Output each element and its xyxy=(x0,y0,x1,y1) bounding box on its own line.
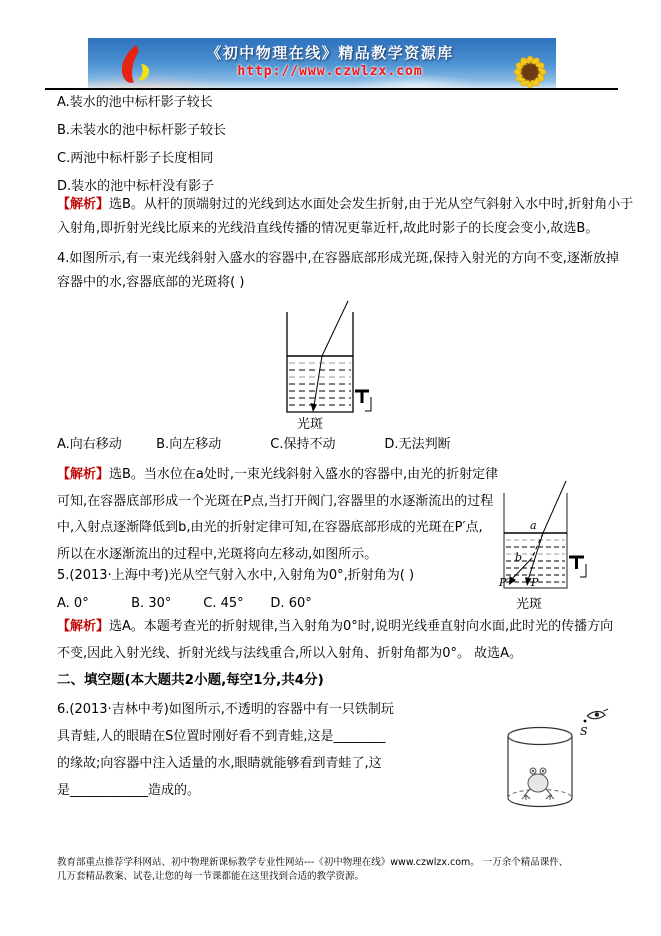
point-p-label: P xyxy=(531,576,539,589)
analysis-text-line: 可知,在容器底部形成一个光斑在P点,当打开阀门,容器里的水逐渐流出的过程 xyxy=(57,493,494,509)
cylinder-container xyxy=(508,728,572,807)
point-a-label: a xyxy=(530,519,537,532)
analysis-text-line: 入射角,即折射光线比原来的光线沿直线传播的情况更靠近杆,故此时影子的长度会变小,故选B。 xyxy=(57,221,599,236)
option-a: A.装水的池中标杆影子较长 xyxy=(57,95,213,110)
stem-line: 是____________造成的。 xyxy=(57,783,201,798)
footer-line: 几万套精品教案、试卷,让您的每一节课都能在这里找到合适的教学资源。 xyxy=(57,870,365,882)
option-c: C. 45° xyxy=(203,596,244,611)
analysis-text-line: 选B。当水位在a处时,一束光线斜射入盛水的容器中,由光的折射定律 xyxy=(109,467,499,482)
question5-analysis xyxy=(57,613,613,667)
option-c: C.两池中标杆影子长度相同 xyxy=(57,151,214,166)
drain-tap-icon xyxy=(569,556,586,577)
question3-options xyxy=(57,89,226,201)
point-p-prime-label: P′ xyxy=(499,576,509,589)
site-banner xyxy=(88,38,556,88)
point-b-label: b xyxy=(515,551,523,564)
stem-line: 容器中的水,容器底部的光斑将( ) xyxy=(57,275,245,290)
option-c: C.保持不动 xyxy=(270,437,336,452)
option-a: A. 0° xyxy=(57,596,89,611)
analysis-tag: 【解析】 xyxy=(57,467,110,482)
banner-title: 《初中物理在线》精品教学资源库 xyxy=(206,44,454,62)
question4-stem xyxy=(57,247,619,295)
ray-arrowhead xyxy=(311,403,318,412)
option-d: D.无法判断 xyxy=(384,437,451,452)
analysis-text-line: 选B。从杆的顶端射过的光线到达水面处会发生折射,由于光从空气斜射入水中时,折射角小于 xyxy=(109,197,634,212)
incident-ray xyxy=(322,301,348,356)
analysis-text-line: 不变,因此入射光线、折射光线与法线重合,所以入射角、折射角都为0°。 故选A。 xyxy=(57,646,523,661)
point-s-dot xyxy=(584,720,587,723)
stem-line: 的缘故;向容器中注入适量的水,眼睛就能够看到青蛙了,这 xyxy=(57,756,382,771)
light-spot-label: 光斑 xyxy=(516,597,543,612)
banner-url-link[interactable]: http://www.czwlzx.com xyxy=(237,64,423,79)
option-d: D. 60° xyxy=(270,596,312,611)
stem-line: 具青蛙,人的眼睛在S位置时刚好看不到青蛙,这是________ xyxy=(57,729,386,744)
option-d: D.装水的池中标杆没有影子 xyxy=(57,179,215,194)
point-s-label: S xyxy=(580,725,588,738)
figure-beaker-two-levels xyxy=(497,468,597,612)
drain-tap-icon xyxy=(355,390,371,411)
sunflower-image xyxy=(504,46,556,88)
site-logo-flame-icon xyxy=(115,44,155,86)
analysis-text-line: 选A。本题考查光的折射规律,当入射角为0°时,说明光线垂直射向水面,此时光的传播方向 xyxy=(109,619,614,634)
page-footer xyxy=(57,856,617,883)
question5-stem: 5.(2013·上海中考)光从空气射入水中,入射角为0°,折射角为( ) xyxy=(57,568,415,583)
question4-analysis xyxy=(57,462,498,568)
option-b: B.未装水的池中标杆影子较长 xyxy=(57,123,227,138)
analysis-text-line: 所以在水逐渐流出的过程中,光斑将向左移动,如图所示。 xyxy=(57,546,378,562)
figure-cylinder-frog xyxy=(495,698,613,828)
question4-options xyxy=(57,435,451,455)
analysis-tag: 【解析】 xyxy=(57,619,110,634)
analysis-text-line: 中,入射点逐渐降低到b,由光的折射定律可知,在容器底部形成的光斑在P′点, xyxy=(57,520,483,535)
analysis-tag: 【解析】 xyxy=(57,197,110,212)
figure-beaker-light-spot xyxy=(281,300,381,433)
ray-arrowhead xyxy=(509,576,516,585)
footer-line: 教育部重点推荐学科网站、初中物理新课标教学专业性网站---《初中物理在线》www.czwlzx.com。 一万余个精品课件、 xyxy=(57,857,569,868)
stem-line: 4.如图所示,有一束光线斜射入盛水的容器中,在容器底部形成光斑,保持入射光的方向不变,逐渐放掉 xyxy=(57,251,619,266)
stem-line: 6.(2013·吉林中考)如图所示,不透明的容器中有一只铁制玩 xyxy=(57,702,394,717)
eye-icon xyxy=(587,705,608,722)
banner-text xyxy=(168,42,492,79)
incident-ray xyxy=(543,481,566,533)
option-b: B. 30° xyxy=(131,596,172,611)
toy-frog-figure xyxy=(522,768,554,800)
option-b: B.向左移动 xyxy=(156,437,222,452)
section2-heading: 二、填空题(本大题共2小题,每空1分,共4分) xyxy=(57,672,324,688)
question5-options xyxy=(57,594,312,614)
light-spot-label: 光斑 xyxy=(297,417,324,432)
question6-stem xyxy=(57,696,394,804)
option-a: A.向右移动 xyxy=(57,437,122,452)
question3-analysis xyxy=(57,193,633,241)
beaker-outline xyxy=(287,312,353,412)
